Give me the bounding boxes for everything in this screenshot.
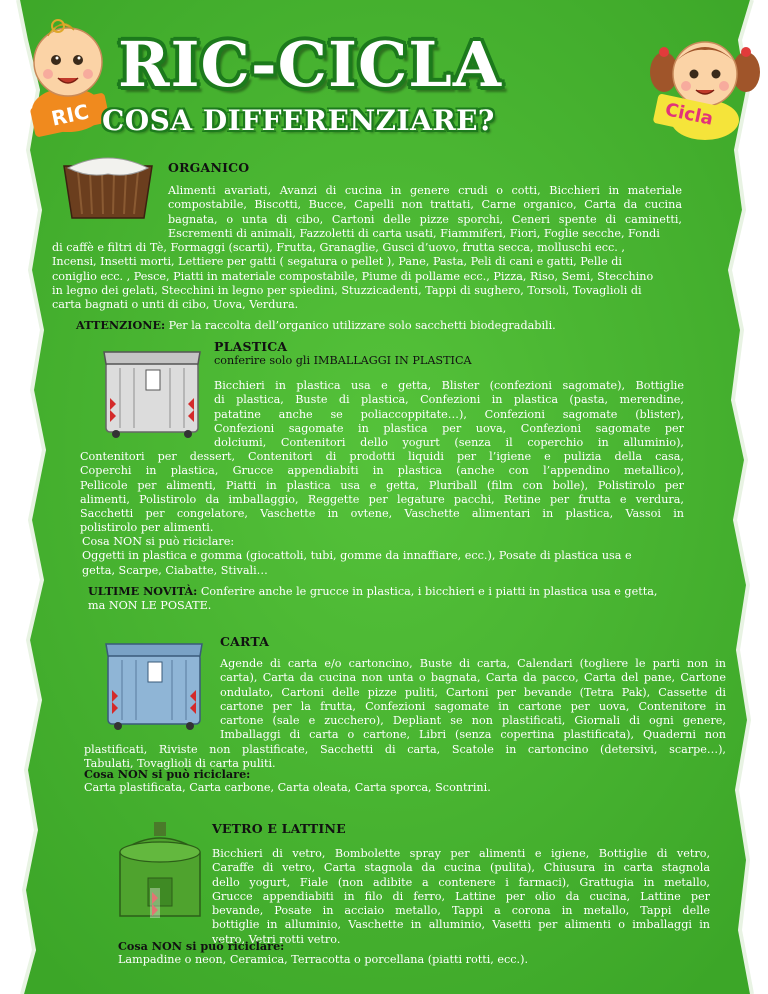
- vetro-line: dello yogurt, Fiale (non adibite a contenere i farmaci), Grattugia in metallo,: [212, 875, 710, 889]
- organico-line: coniglio ecc. , Pesce, Piatti in materiale compostabile, Piume di pollame ecc., Pizza, Riso, Semi, Stecchino: [52, 269, 654, 283]
- plastica-line: patatine anche se poliaccoppitate…), Confezioni sagomate (blister),: [214, 407, 684, 421]
- glass-bin-icon: [112, 822, 208, 926]
- plastica-line: polistirolo per alimenti.: [80, 521, 214, 535]
- vetro-line: Caraffe di vetro, Carta stagnola da cucina (pulita), Chiusura in carta stagnola: [212, 861, 710, 875]
- plastica-text-top: [214, 379, 684, 450]
- news-text-2: ma NON LE POSATE.: [88, 599, 212, 613]
- organico-line: bagnata, o unta di cibo, Cartoni delle pizze sporchi, Ceneri spente di caminetti,: [168, 212, 682, 226]
- plastic-bin-icon: [100, 344, 204, 440]
- plastica-subheading: conferire solo gli IMBALLAGGI IN PLASTICA: [214, 354, 472, 367]
- organico-line: compostabile, Biscotti, Bucce, Capelli non trattati, Carne organico, Carta da cucina: [168, 198, 682, 212]
- carta-line: Tabulati, Tovaglioli di carta puliti.: [84, 757, 276, 771]
- cicla-badge-label: Cicla: [663, 99, 715, 130]
- plastica-line: Coperchi in plastica, Grucce appendiabiti in plastica (anche con l’appendino metallico),: [80, 464, 684, 478]
- organico-heading: ORGANICO: [168, 160, 250, 175]
- carta-not-text: Carta plastificata, Carta carbone, Carta oleata, Carta sporca, Scontrini.: [84, 781, 491, 795]
- vetro-text: [212, 847, 710, 947]
- vetro-not-title: Cosa NON si può riciclare:: [118, 939, 285, 953]
- carta-not-title: Cosa NON si può riciclare:: [84, 767, 251, 781]
- carta-line: ondulato, Cartoni delle pizze puliti, Cartoni per bevande (Tetra Pak), Cassette di: [220, 685, 726, 699]
- warning-text: Per la raccolta dell’organico utilizzare solo sacchetti biodegradabili.: [165, 319, 556, 332]
- organico-text-top: [168, 184, 682, 227]
- plastica-line: alimenti, Polistirolo da imballaggio, Reggette per legature pacchi, Retine per frutta e verdura,: [80, 492, 684, 506]
- carta-heading: CARTA: [220, 634, 270, 649]
- organico-line: in legno dei gelati, Stecchini in legno per spiedini, Stuzzicadenti, Tappi di sughero, Torsoli, Tovaglioli di: [52, 283, 642, 297]
- organico-line: Alimenti avariati, Avanzi di cucina in genere crudi o cotti, Bicchieri in materiale: [168, 184, 682, 197]
- ric-badge-label: RIC: [49, 99, 91, 131]
- carta-line: plastificati, Riviste non plastificate, Sacchetti di carta, Scatole in cartoncino (detersivi, scarpe…),: [84, 743, 726, 756]
- plastica-line: di plastica, Buste di plastica, Confezioni in plastica (pasta, merendine,: [214, 393, 684, 407]
- organico-line: Escrementi di animali, Fazzoletti di carta usati, Fiammiferi, Fiori, Foglie secche, Fondi: [168, 227, 660, 240]
- carta-line: Agende di carta e/o cartoncino, Buste di carta, Calendari (togliere le parti non in: [220, 657, 726, 670]
- plastica-line: Confezioni sagomate in plastica per uova, Confezioni sagomate per: [214, 421, 684, 435]
- carta-line: carta), Carta da cucina non unta o bagnata, Carta da pacco, Carta del pane, Cartone: [220, 671, 726, 685]
- organico-line: di caffè e filtri di Tè, Formaggi (scarti), Frutta, Granaglie, Gusci d’uovo, frutta secca, molluschi ecc. ,: [52, 241, 625, 254]
- plastica-text-bottom: [80, 450, 684, 536]
- plastica-line: Pellicole per alimenti, Piatti in plastica usa e getta, Pluriball (film con bolle), Polistirolo per: [80, 478, 684, 492]
- organico-line: Incensi, Insetti morti, Lettiere per gatti ( segatura o pellet ), Pane, Pasta, Peli di cani e gatti, Pelle di: [52, 255, 622, 269]
- carta-line: cartone (sale e zucchero), Depliant se non plastificati, Giornali di ogni genere,: [220, 714, 726, 728]
- organico-warning: [76, 318, 716, 333]
- organic-bin-icon: [58, 152, 158, 224]
- vetro-line: vetro, Vetri rotti vetro.: [212, 932, 341, 946]
- plastica-not-line: Oggetti in plastica e gomma (giocattoli, tubi, gomme da innaffiare, ecc.), Posate di plastica usa e: [82, 549, 632, 563]
- plastica-line: Contenitori per dessert, Contenitori di prodotti liquidi per l’igiene e pulizia della casa,: [80, 450, 684, 463]
- vetro-not-recyclable: [118, 939, 718, 968]
- page-subtitle: COSA DIFFERENZIARE?: [102, 104, 495, 137]
- news-label: ULTIME NOVITÀ:: [88, 584, 198, 598]
- paper-bin-icon: [102, 636, 206, 732]
- plastica-news: [88, 584, 698, 614]
- vetro-line: Grucce appendiabiti in filo di ferro, Lattine per olio da cucina, Lattine per: [212, 889, 710, 903]
- vetro-line: Bicchieri di vetro, Bombolette spray per alimenti e igiene, Bottiglie di vetro,: [212, 847, 710, 860]
- carta-line: cartone per la frutta, Confezioni sagomate in cartone per uova, Contenitore in: [220, 699, 726, 713]
- plastica-not-title: Cosa NON si può riciclare:: [82, 535, 235, 548]
- plastica-line: dolciumi, Contenitori dello yogurt (senza il coperchio in alluminio),: [214, 436, 684, 450]
- warning-label: ATTENZIONE:: [76, 318, 166, 332]
- carta-not-recyclable: [84, 767, 724, 796]
- plastica-not-line: getta, Scarpe, Ciabatte, Stivali…: [82, 563, 268, 577]
- plastica-line: Bicchieri in plastica usa e getta, Blister (confezioni sagomate), Bottiglie: [214, 379, 684, 392]
- vetro-line: bottiglie in alluminio, Vaschette in alluminio, Vasetti per alimenti o imballaggi in: [212, 918, 710, 932]
- news-text: Conferire anche le grucce in plastica, i bicchieri e i piatti in plastica usa e getta,: [197, 585, 658, 598]
- organico-line: carta bagnati o unti di cibo, Uova, Verdura.: [52, 298, 299, 312]
- organico-text-bottom: [52, 241, 692, 312]
- plastica-heading: PLASTICA: [214, 339, 288, 354]
- plastica-not-recyclable: [82, 535, 692, 578]
- carta-text-top: [220, 657, 726, 743]
- page-title: RIC-CICLA: [118, 28, 502, 101]
- vetro-not-text: Lampadine o neon, Ceramica, Terracotta o porcellana (piatti rotti, ecc.).: [118, 953, 529, 967]
- carta-line: Imballaggi di carta o cartone, Libri (senza copertina plastificata), Quaderni non: [220, 728, 726, 742]
- plastica-line: Sacchetti per congelatore, Vaschette in ovtene, Vaschette alimentari in plastica, Vassoi in: [80, 507, 684, 521]
- vetro-line: bevande, Posate in acciaio metallo, Tappi a corona in metallo, Tappi delle: [212, 904, 710, 918]
- vetro-heading: VETRO E LATTINE: [212, 821, 346, 836]
